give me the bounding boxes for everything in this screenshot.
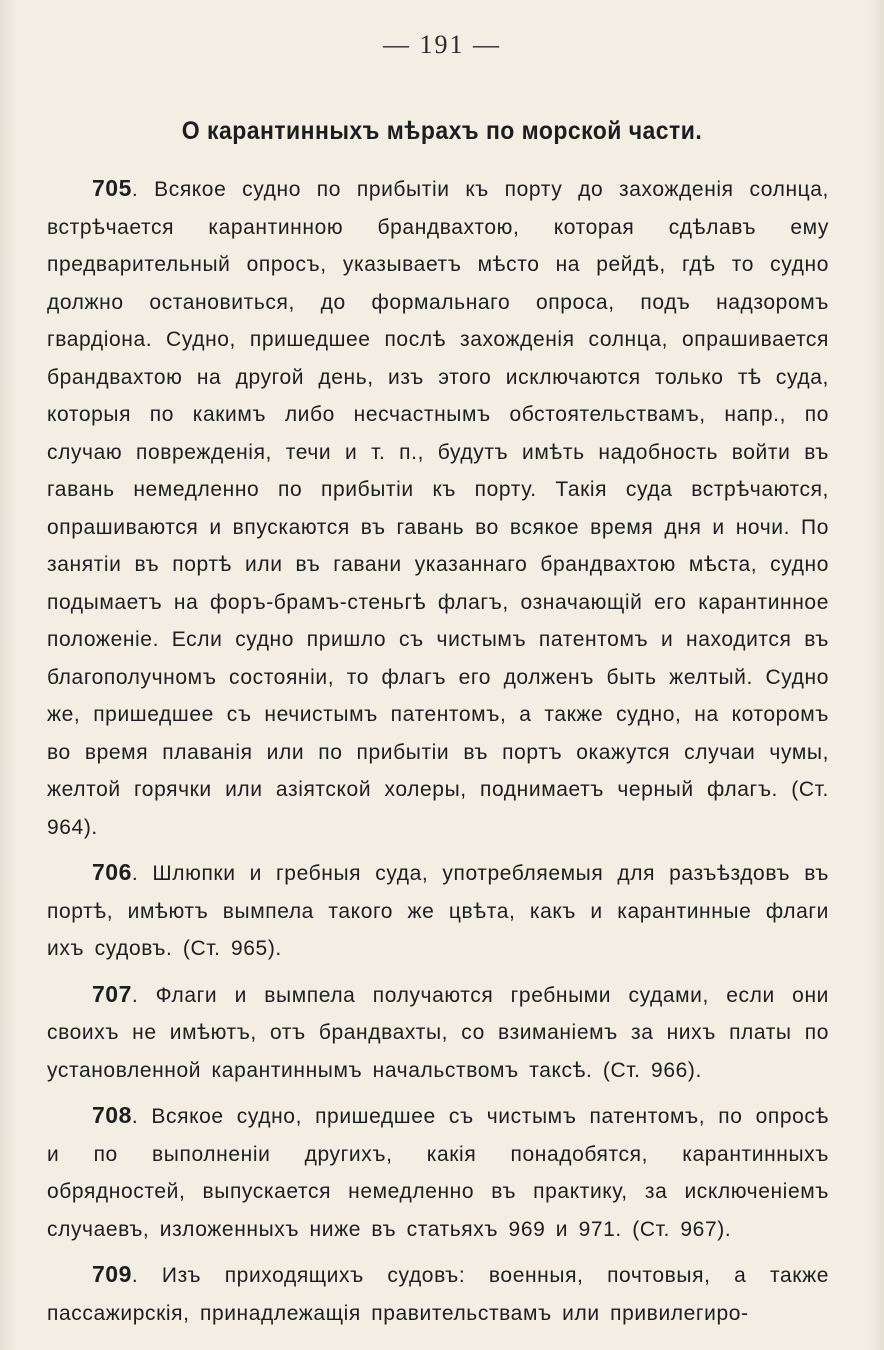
article-705: [47, 170, 829, 846]
article-number: 707: [92, 980, 132, 1007]
article-list: [47, 170, 829, 1340]
article-708: [47, 1097, 829, 1248]
article-text: . Всякое судно по прибытіи къ порту до захожденія солнца, встрѣчается карантинною брандвахтою, которая сдѣлавъ ему предварительный опросъ, указываетъ мѣсто на рейдѣ, гдѣ то судно должно остановиться, до формальнаго опроса, подъ надзоромъ гвардіона. Судно, пришедшее послѣ захожденія солнца, опрашивается брандвахтою на другой день, изъ этого исключаются только тѣ суда, которыя по какимъ либо несчастнымъ обстоятельствамъ, напр., по случаю поврежденія, течи и т. п., будутъ имѣть надобность войти въ гавань немедленно по прибытіи къ порту. Такія суда встрѣчаются, опрашиваются и впускаются въ гавань во всякое время дня и ночи. По занятіи въ портѣ или въ гавани указаннаго брандвахтою мѣста, судно подымаетъ на форъ-брамъ-стеньгѣ флагъ, означающій его карантинное положеніе. Если судно пришло съ чистымъ патентомъ и находится въ благополучномъ состояніи, то флагъ его долженъ быть желтый. Судно же, пришедшее съ нечистымъ патентомъ, а также судно, на которомъ во время плаванія или по прибытіи въ портъ окажутся случаи чумы, желтой горячки или азіятской холеры, поднимаетъ черный флагъ. (Ст. 964).: [47, 178, 829, 839]
article-text: . Флаги и вымпела получаются гребными судами, если они своихъ не имѣютъ, отъ брандвахты, со взиманіемъ за нихъ платы по установленной карантиннымъ начальствомъ таксѣ. (Ст. 966).: [47, 983, 829, 1082]
page-number: — 191 —: [383, 30, 501, 59]
article-number: 708: [92, 1102, 132, 1128]
article-number: 705: [92, 175, 132, 201]
article-text: . Всякое судно, пришедшее съ чистымъ патентомъ, по опросѣ и по выполненіи другихъ, какія понадобятся, карантинныхъ обрядностей, выпускается немедленно въ практику, за исключеніемъ случаевъ, изложенныхъ ниже въ статьяхъ 969 и 971. (Ст. 967).: [47, 1105, 829, 1241]
article-706: [47, 854, 829, 968]
article-text: . Изъ приходящихъ судовъ: военныя, почтовыя, а также пассажирскія, принадлежащія правительствамъ или привилегиро-: [47, 1264, 829, 1325]
article-text: . Шлюпки и гребныя суда, употребляемыя для разъѣздовъ въ портѣ, имѣютъ вымпела такого же цвѣта, какъ и карантинные флаги ихъ судовъ. (Ст. 965).: [47, 862, 829, 960]
article-709: [47, 1256, 829, 1332]
article-707: [47, 976, 829, 1090]
article-number: 709: [92, 1261, 132, 1287]
section-title: О карантинныхъ мѣрахъ по морской части.: [181, 117, 703, 145]
article-number: 706: [92, 859, 132, 885]
